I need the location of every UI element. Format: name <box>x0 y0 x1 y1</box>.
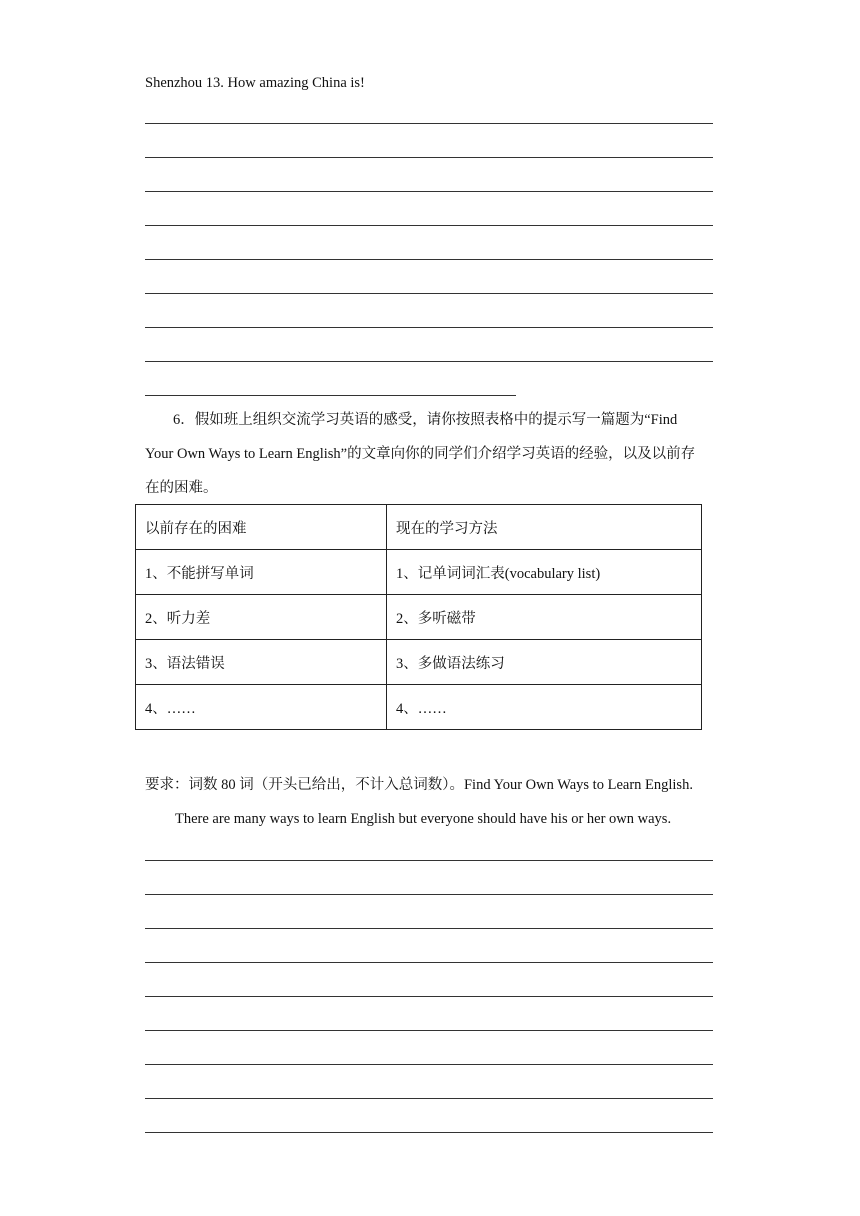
writing-line[interactable] <box>145 1098 713 1099</box>
table-cell: 4、…… <box>387 685 702 730</box>
writing-line[interactable] <box>145 1064 713 1065</box>
table-cell: 3、语法错误 <box>136 640 387 685</box>
writing-line[interactable] <box>145 860 713 861</box>
question-6-line-2: Your Own Ways to Learn English”的文章向你的同学们介绍学习英语的经验，以及以前存 <box>145 446 696 462</box>
table-cell: 2、多听磁带 <box>387 595 702 640</box>
writing-line[interactable] <box>145 996 713 997</box>
answer-line <box>145 293 713 294</box>
writing-line[interactable] <box>145 894 713 895</box>
answer-line <box>145 327 713 328</box>
previous-answer-text: Shenzhou 13. How amazing China is! <box>145 75 365 91</box>
answer-line <box>145 225 713 226</box>
writing-line[interactable] <box>145 962 713 963</box>
table-cell: 2、听力差 <box>136 595 387 640</box>
requirement-text: 要求：词数 80 词（开头已给出，不计入总词数）。Find Your Own Ways to Learn English. <box>145 777 693 793</box>
answer-line <box>145 123 713 124</box>
table-cell: 4、…… <box>136 685 387 730</box>
table-row <box>136 595 702 640</box>
question-6-line-1: 6．假如班上组织交流学习英语的感受，请你按照表格中的提示写一篇题为“Find <box>173 412 678 428</box>
hints-table <box>135 504 702 730</box>
answer-line <box>145 395 516 396</box>
table-header-cell: 以前存在的困难 <box>136 505 387 550</box>
question-6-line-3: 在的困难。 <box>145 480 218 496</box>
writing-line[interactable] <box>145 928 713 929</box>
table-cell: 3、多做语法练习 <box>387 640 702 685</box>
opening-sentence: There are many ways to learn English but everyone should have his or her own ways. <box>175 811 672 827</box>
writing-line[interactable] <box>145 1132 713 1133</box>
table-header-cell: 现在的学习方法 <box>387 505 702 550</box>
table-row <box>136 685 702 730</box>
table-cell: 1、记单词词汇表(vocabulary list) <box>387 550 702 595</box>
writing-line[interactable] <box>145 1030 713 1031</box>
answer-line <box>145 259 713 260</box>
table-cell: 1、不能拼写单词 <box>136 550 387 595</box>
table-header-row <box>136 505 702 550</box>
answer-line <box>145 361 713 362</box>
answer-line <box>145 157 713 158</box>
answer-line <box>145 191 713 192</box>
table-row <box>136 550 702 595</box>
table-row <box>136 640 702 685</box>
